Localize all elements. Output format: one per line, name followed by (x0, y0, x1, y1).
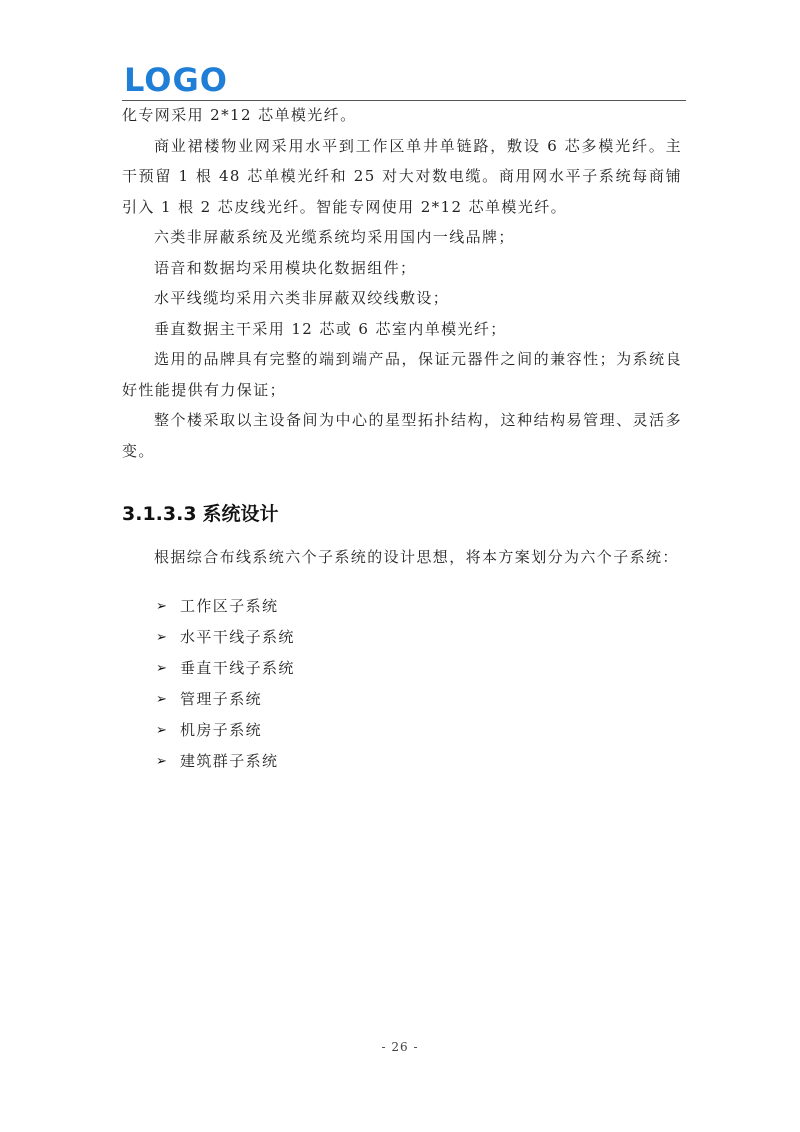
list-item-label: 工作区子系统 (180, 596, 279, 615)
arrow-bullet-icon: ➢ (156, 722, 169, 738)
subsystem-list (122, 591, 682, 777)
list-item-label: 机房子系统 (180, 720, 263, 739)
list-item (122, 591, 682, 622)
list-item (122, 746, 682, 777)
paragraph: 化专网采用 2*12 芯单模光纤。 (122, 106, 357, 124)
paragraph: 六类非屏蔽系统及光缆系统均采用国内一线品牌； (154, 228, 515, 246)
list-item (122, 653, 682, 684)
list-item (122, 715, 682, 746)
list-item-label: 垂直干线子系统 (180, 658, 295, 677)
list-item (122, 622, 682, 653)
list-item-label: 水平干线子系统 (180, 627, 295, 646)
document-body (122, 100, 682, 777)
paragraph: 选用的品牌具有完整的端到端产品，保证元器件之间的兼容性；为系统良好性能提供有力保证； (122, 350, 682, 399)
paragraph: 商业裙楼物业网采用水平到工作区单井单链路，敷设 6 芯多模光纤。主干预留 1 根 48 芯单模光纤和 25 对大对数电缆。商用网水平子系统每商铺引入 1 根 2 芯皮线光纤。智能专网使用 2*12 芯单模光纤。 (122, 136, 682, 216)
arrow-bullet-icon: ➢ (156, 691, 169, 707)
logo: LOGO (124, 61, 228, 99)
paragraph: 水平线缆均采用六类非屏蔽双绞线敷设； (154, 289, 450, 307)
arrow-bullet-icon: ➢ (156, 598, 169, 614)
paragraph: 语音和数据均采用模块化数据组件； (154, 258, 417, 277)
section-number: 3.1.3.3 (122, 503, 197, 525)
list-item-label: 管理子系统 (180, 689, 263, 708)
arrow-bullet-icon: ➢ (156, 753, 169, 769)
section-intro: 根据综合布线系统六个子系统的设计思想，将本方案划分为六个子系统： (154, 548, 679, 566)
paragraph: 垂直数据主干采用 12 芯或 6 芯室内单模光纤； (154, 319, 507, 338)
arrow-bullet-icon: ➢ (156, 660, 169, 676)
section-heading (122, 496, 682, 532)
section-title: 系统设计 (202, 503, 279, 525)
list-item-label: 建筑群子系统 (180, 751, 279, 770)
list-item (122, 684, 682, 715)
paragraph: 整个楼采取以主设备间为中心的星型拓扑结构，这种结构易管理、灵活多变。 (122, 411, 682, 460)
page-number: - 26 - (381, 1040, 419, 1054)
arrow-bullet-icon: ➢ (156, 629, 169, 645)
